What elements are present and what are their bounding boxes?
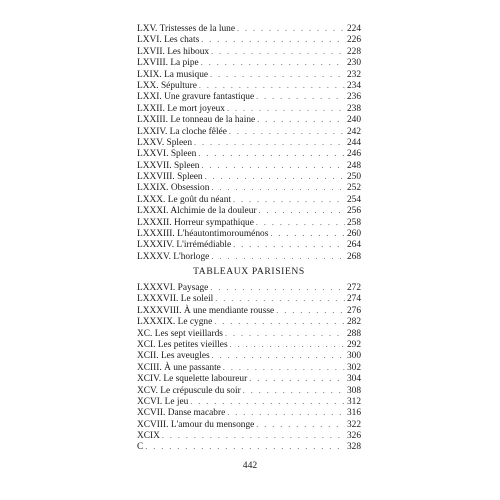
toc-entry-page: 328: [346, 442, 361, 453]
toc-entry-page: 260: [346, 229, 361, 240]
dot-leader: [229, 126, 345, 137]
toc-entry-page: 276: [346, 305, 361, 316]
toc-entry-title: LXXVI. Spleen: [137, 149, 197, 160]
toc-entry-page: 302: [346, 362, 361, 373]
toc-entry-page: 226: [346, 35, 361, 46]
toc-entry-title: LXVIII. La pipe: [137, 58, 199, 69]
toc-entry: [137, 419, 361, 430]
dot-leader: [202, 160, 345, 171]
toc-entry: [137, 217, 361, 228]
toc-entry-title: LXXXIII. L'héautontimorouménos: [137, 229, 269, 240]
toc-entry-title: LXVI. Les chats: [137, 35, 200, 46]
dot-leader: [227, 103, 345, 114]
toc-entry-title: XCII. Les aveugles: [137, 351, 210, 362]
toc-entry-title: LXXVII. Spleen: [137, 160, 200, 171]
toc-entry-page: 248: [346, 160, 361, 171]
toc-entry-page: 240: [346, 115, 361, 126]
toc-entry-title: LXXVIII. Spleen: [137, 172, 203, 183]
toc-entry-title: XCI. Les petites vieilles: [137, 339, 228, 350]
toc-entry-title: XCV. Le crépuscule du soir: [137, 385, 241, 396]
dot-leader: [215, 293, 345, 304]
toc-entry: [137, 339, 361, 350]
toc-entry-page: 238: [346, 103, 361, 114]
toc-entry-page: 258: [346, 217, 361, 228]
toc-entry: [137, 46, 361, 57]
page-number: 442: [242, 460, 258, 471]
toc-entry: [137, 316, 361, 327]
toc-entry-page: 312: [346, 396, 361, 407]
toc-entry-title: LXXIV. La cloche fêlée: [137, 126, 227, 137]
toc-entry-page: 282: [346, 317, 361, 328]
section-heading: TABLEAUX PARISIENS: [193, 266, 305, 277]
dot-leader: [201, 34, 345, 45]
toc-entry: [137, 91, 361, 102]
toc-entry: [137, 373, 361, 384]
toc-entry-title: LXXIX. Obsession: [137, 183, 210, 194]
toc-entry-page: 234: [346, 80, 361, 91]
dot-leader: [256, 91, 345, 102]
toc-entry-title: LXXX. Le goût du néant: [137, 194, 231, 205]
toc-entry-title: LXV. Tristesses de la lune: [137, 24, 236, 34]
dot-leader: [249, 373, 345, 384]
toc-entry: [137, 194, 361, 205]
toc-entry: [137, 251, 361, 262]
dot-leader: [199, 80, 345, 91]
toc-entry-page: 254: [346, 194, 361, 205]
toc-entry: [137, 282, 361, 293]
toc-entry-page: 232: [346, 69, 361, 80]
dot-leader: [256, 419, 345, 430]
dot-leader: [194, 137, 345, 148]
dot-leader: [276, 305, 345, 316]
toc-entry-page: 308: [346, 385, 361, 396]
toc-entry: [137, 80, 361, 91]
dot-leader: [211, 182, 345, 193]
toc-entry-title: LXXII. Le mort joyeux: [137, 103, 225, 114]
dot-leader: [198, 148, 345, 159]
toc-entry-title: LXXXV. L'horloge: [137, 251, 210, 262]
toc-entry-page: 292: [346, 339, 361, 350]
toc-entry: [137, 114, 361, 125]
toc-entry-title: LXXXVII. Le soleil: [137, 294, 214, 305]
toc-entry-page: 244: [346, 137, 361, 148]
toc-entry-page: 228: [346, 46, 361, 57]
toc-entry: [137, 385, 361, 396]
dot-leader: [243, 385, 345, 396]
toc-entry-page: 288: [346, 328, 361, 339]
toc-entry: [137, 228, 361, 239]
toc-entry-page: 246: [346, 149, 361, 160]
dot-leader: [233, 239, 345, 250]
toc-entry-page: 326: [346, 431, 361, 442]
toc-entry-page: 236: [346, 92, 361, 103]
toc-entry-page: 316: [346, 408, 361, 419]
dot-leader: [190, 396, 345, 407]
toc-entry: [137, 328, 361, 339]
toc-entry-title: LXXIII. Le tonneau de la haine: [137, 115, 256, 126]
dot-leader: [227, 407, 345, 418]
toc-list-part2: [137, 282, 361, 453]
toc-entry-title: XCVIII. L'amour du mensonge: [137, 419, 255, 430]
dot-leader: [225, 328, 345, 339]
dot-leader: [233, 194, 345, 205]
toc-entry: [137, 407, 361, 418]
toc-entry-title: XC. Les sept vieillards: [137, 328, 223, 339]
toc-entry-title: LXXXI. Alchimie de la douleur: [137, 206, 257, 217]
toc-entry-title: XCIX: [137, 431, 160, 442]
toc-entry-title: LXXV. Spleen: [137, 137, 193, 148]
toc-entry-title: XCVII. Danse macabre: [137, 408, 226, 419]
toc-entry: [137, 362, 361, 373]
toc-entry: [137, 205, 361, 216]
toc-list-part1: [137, 23, 361, 262]
dot-leader: [259, 205, 345, 216]
toc-entry: [137, 160, 361, 171]
dot-leader: [210, 282, 345, 293]
dot-leader: [211, 46, 345, 57]
toc-entry-title: XCIII. À une passante: [137, 362, 221, 373]
toc-entry-page: 224: [346, 24, 361, 34]
toc-entry: [137, 103, 361, 114]
dot-leader: [237, 23, 345, 34]
dot-leader: [201, 57, 345, 68]
toc-entry-page: 274: [346, 294, 361, 305]
toc-entry-title: LXIX. La musique: [137, 69, 209, 80]
dot-leader: [205, 171, 345, 182]
toc-entry-title: XCIV. Le squelette laboureur: [137, 374, 248, 385]
toc-entry-page: 250: [346, 172, 361, 183]
toc-entry: [137, 137, 361, 148]
toc-entry: [137, 305, 361, 316]
dot-leader: [211, 251, 345, 262]
toc-entry-title: C: [137, 442, 144, 453]
dot-leader: [210, 69, 345, 80]
toc-entry: [137, 57, 361, 68]
dot-leader: [162, 430, 345, 441]
toc-entry-title: LXX. Sépulture: [137, 80, 197, 91]
toc-entry-page: 230: [346, 58, 361, 69]
toc-entry: [137, 293, 361, 304]
toc-entry-title: LXXI. Une gravure fantastique: [137, 92, 255, 103]
toc-entry-title: XCVI. Le jeu: [137, 396, 189, 407]
toc-entry-page: 268: [346, 251, 361, 262]
toc-entry: [137, 182, 361, 193]
dot-leader: [257, 114, 345, 125]
toc-entry-title: LXXXIV. L'irrémédiable: [137, 240, 232, 251]
dot-leader: [230, 339, 345, 350]
toc-entry-page: 300: [346, 351, 361, 362]
dot-leader: [223, 362, 345, 373]
dot-leader: [256, 217, 345, 228]
toc-entry-title: LXXXVI. Paysage: [137, 283, 209, 293]
toc-entry-page: 264: [346, 240, 361, 251]
toc-entry-title: LXXXVIII. À une mendiante rousse: [137, 305, 275, 316]
toc-entry: [137, 350, 361, 361]
toc-entry-page: 272: [346, 283, 361, 293]
toc-entry: [137, 126, 361, 137]
dot-leader: [270, 228, 345, 239]
toc-entry: [137, 34, 361, 45]
dot-leader: [214, 316, 345, 327]
toc-entry: [137, 396, 361, 407]
dot-leader: [212, 350, 345, 361]
toc-entry-title: LXXXII. Horreur sympathique: [137, 217, 254, 228]
toc-entry-title: LXVII. Les hiboux: [137, 46, 210, 57]
toc-entry-page: 256: [346, 206, 361, 217]
toc-entry-page: 252: [346, 183, 361, 194]
toc-entry: [137, 441, 361, 452]
toc-entry: [137, 430, 361, 441]
toc-entry: [137, 148, 361, 159]
toc-entry-page: 242: [346, 126, 361, 137]
dot-leader: [145, 441, 345, 452]
toc-entry-page: 304: [346, 374, 361, 385]
toc-entry: [137, 23, 361, 34]
toc-entry-page: 322: [346, 419, 361, 430]
toc-entry: [137, 239, 361, 250]
toc-entry: [137, 69, 361, 80]
toc-entry: [137, 171, 361, 182]
toc-entry-title: LXXXIX. Le cygne: [137, 317, 213, 328]
